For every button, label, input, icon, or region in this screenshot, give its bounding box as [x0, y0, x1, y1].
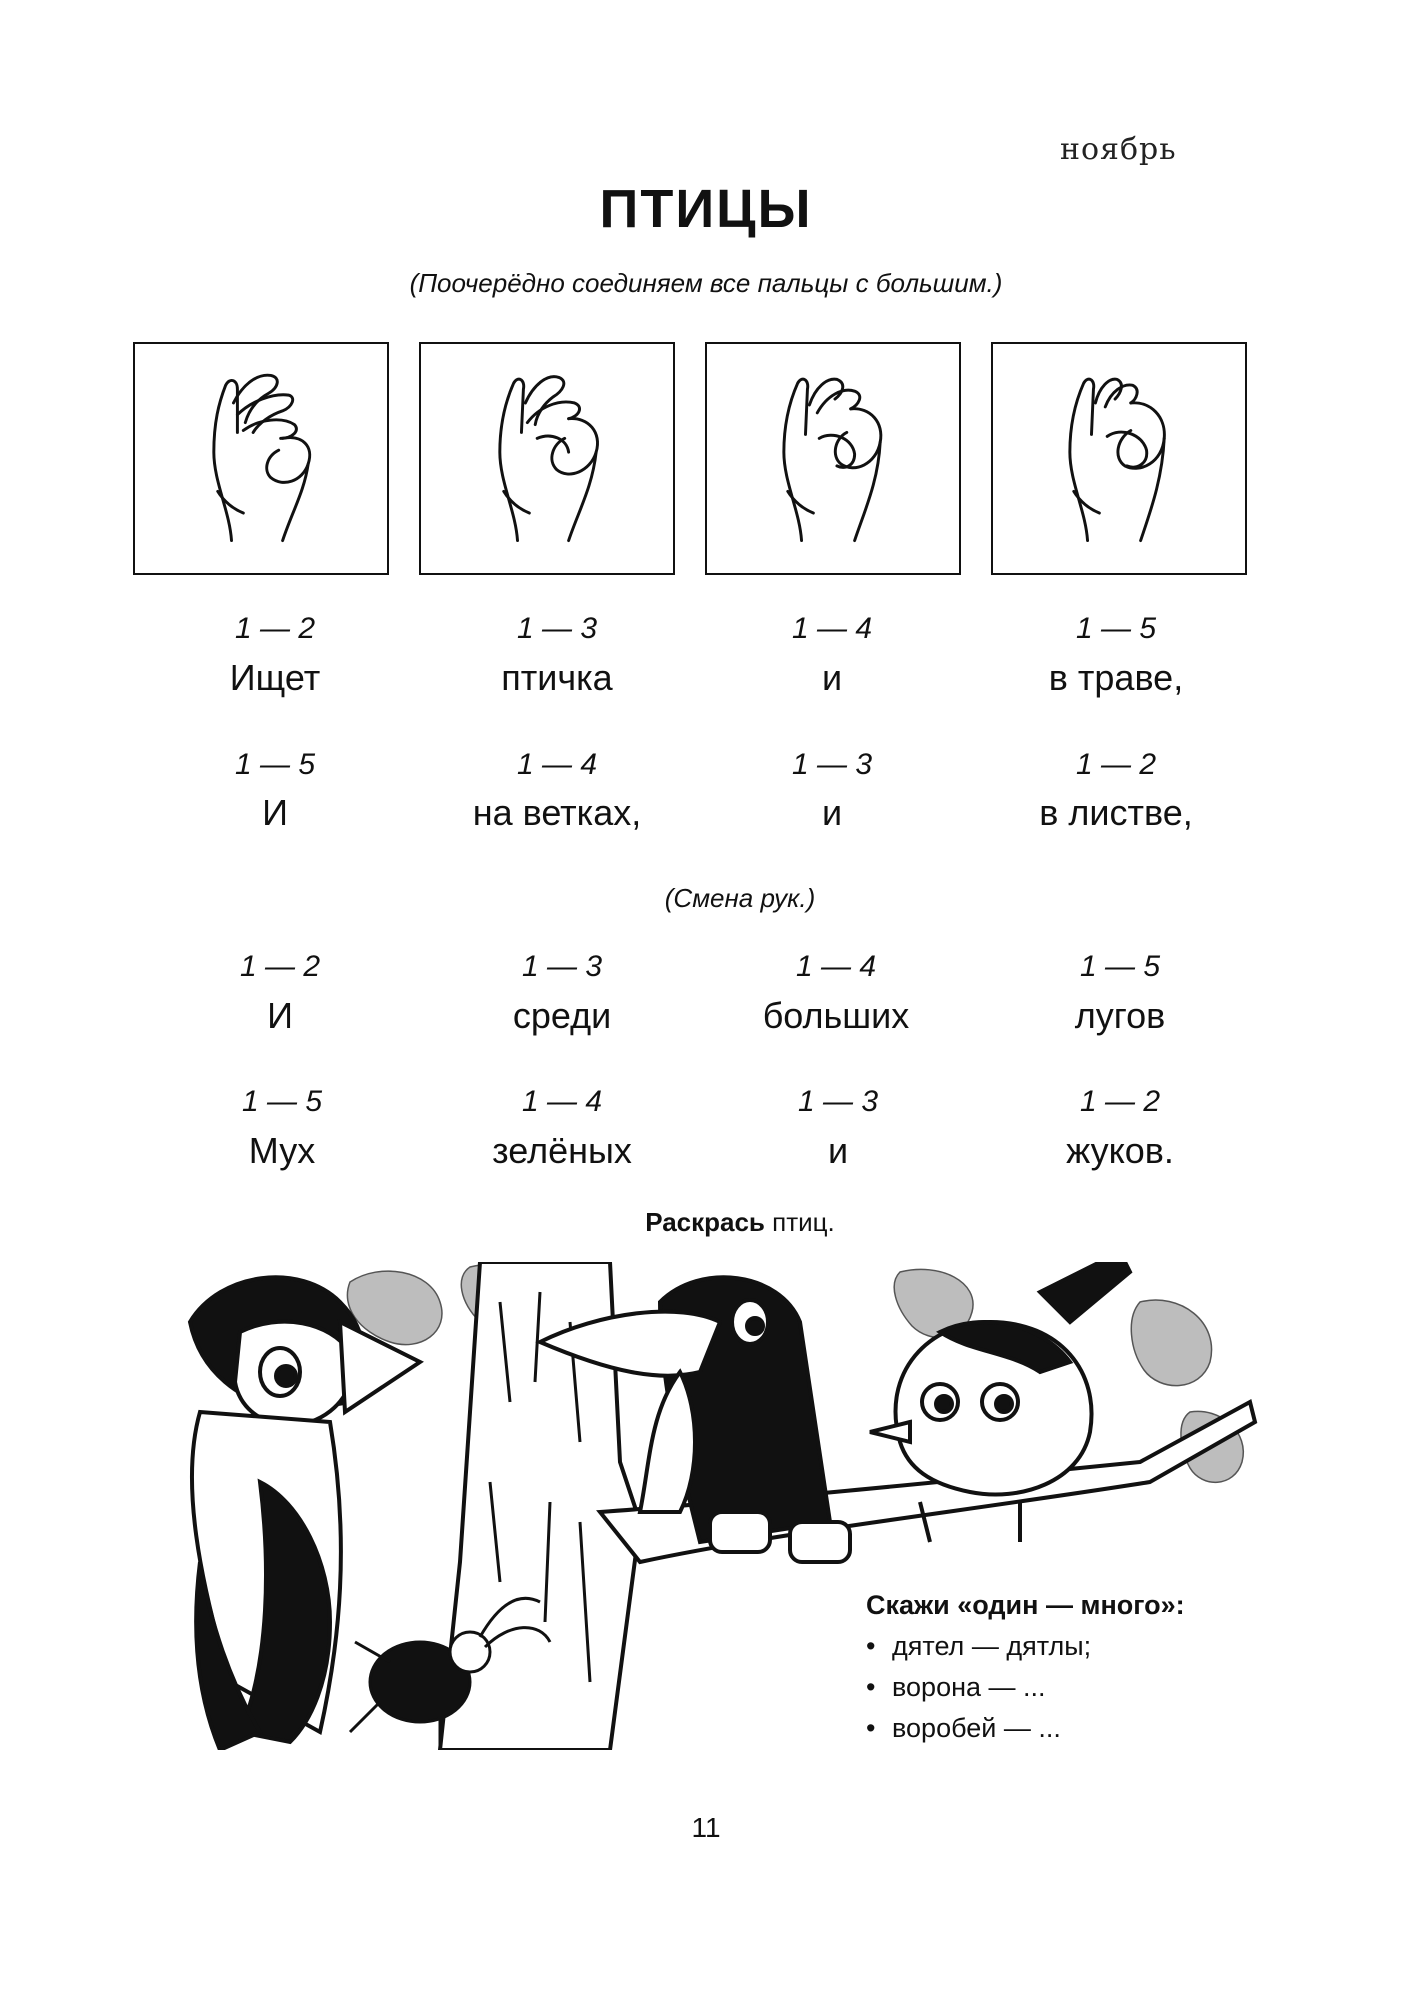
finger-pair: 1 — 4: [791, 612, 873, 645]
hand-icon: [135, 344, 387, 573]
rhyme-word: Мух: [248, 1130, 316, 1171]
rhyme-word: И: [267, 995, 293, 1036]
rhyme-word: среди: [512, 995, 612, 1036]
instruction: (Поочерёдно соединяем все пальцы с большим.): [409, 268, 1003, 298]
rhyme-word: зелёных: [492, 1130, 632, 1171]
finger-pair: 1 — 4: [795, 950, 877, 983]
colour-task: [0, 1207, 1412, 1238]
say-task-item: [866, 1631, 1286, 1662]
hand-icon: [707, 344, 959, 573]
rhyme-word: Ищет: [229, 657, 321, 698]
finger-pair: 1 — 3: [791, 748, 873, 781]
rhyme-word: и: [821, 792, 843, 833]
hand-illustration-1: [133, 342, 389, 575]
finger-pair: 1 — 4: [521, 1085, 603, 1118]
bullet-icon: •: [866, 1672, 876, 1702]
rhyme-word: птичка: [501, 657, 613, 698]
rhyme-word: больших: [762, 995, 910, 1036]
rhyme-word: в листве,: [1039, 792, 1193, 833]
finger-pair: 1 — 3: [521, 950, 603, 983]
rhyme-word: лугов: [1074, 995, 1166, 1036]
bullet-icon: •: [866, 1713, 876, 1743]
say-task-item: [866, 1713, 1286, 1744]
page-title: ПТИЦЫ: [599, 179, 813, 239]
say-task-title: Скажи «один — много»:: [866, 1590, 1185, 1620]
hand-illustration-4: [991, 342, 1247, 575]
finger-pair: 1 — 2: [1075, 748, 1157, 781]
finger-pair: 1 — 3: [516, 612, 598, 645]
finger-pair: 1 — 2: [234, 612, 316, 645]
say-task: [866, 1590, 1286, 1744]
hand-icon: [421, 344, 673, 573]
finger-pair: 1 — 5: [234, 748, 316, 781]
finger-pair: 1 — 4: [516, 748, 598, 781]
swap-hands-note: (Смена рук.): [664, 883, 816, 913]
finger-pair: 1 — 5: [241, 1085, 323, 1118]
finger-pair: 1 — 3: [797, 1085, 879, 1118]
hand-illustration-3: [705, 342, 961, 575]
rhyme-word: и: [827, 1130, 849, 1171]
say-task-item-text: ворона — ...: [892, 1672, 1046, 1702]
rhyme-word: и: [821, 657, 843, 698]
colour-task-rest: птиц.: [764, 1207, 835, 1237]
hand-icon: [993, 344, 1245, 573]
say-task-item: [866, 1672, 1286, 1703]
say-task-item-text: дятел — дятлы;: [892, 1631, 1092, 1661]
finger-pair: 1 — 2: [239, 950, 321, 983]
page-number: 11: [691, 1812, 721, 1843]
month-label: ноябрь: [1060, 132, 1177, 167]
bullet-icon: •: [866, 1631, 876, 1661]
finger-pair: 1 — 2: [1079, 1085, 1161, 1118]
finger-pair: 1 — 5: [1079, 950, 1161, 983]
hand-illustration-2: [419, 342, 675, 575]
colour-task-verb: Раскрась: [645, 1207, 765, 1237]
rhyme-word: И: [262, 792, 288, 833]
say-task-item-text: воробей — ...: [892, 1713, 1061, 1743]
rhyme-word: на ветках,: [472, 792, 642, 833]
finger-pair: 1 — 5: [1075, 612, 1157, 645]
rhyme-word: жуков.: [1066, 1130, 1174, 1171]
rhyme-word: в траве,: [1048, 657, 1184, 698]
